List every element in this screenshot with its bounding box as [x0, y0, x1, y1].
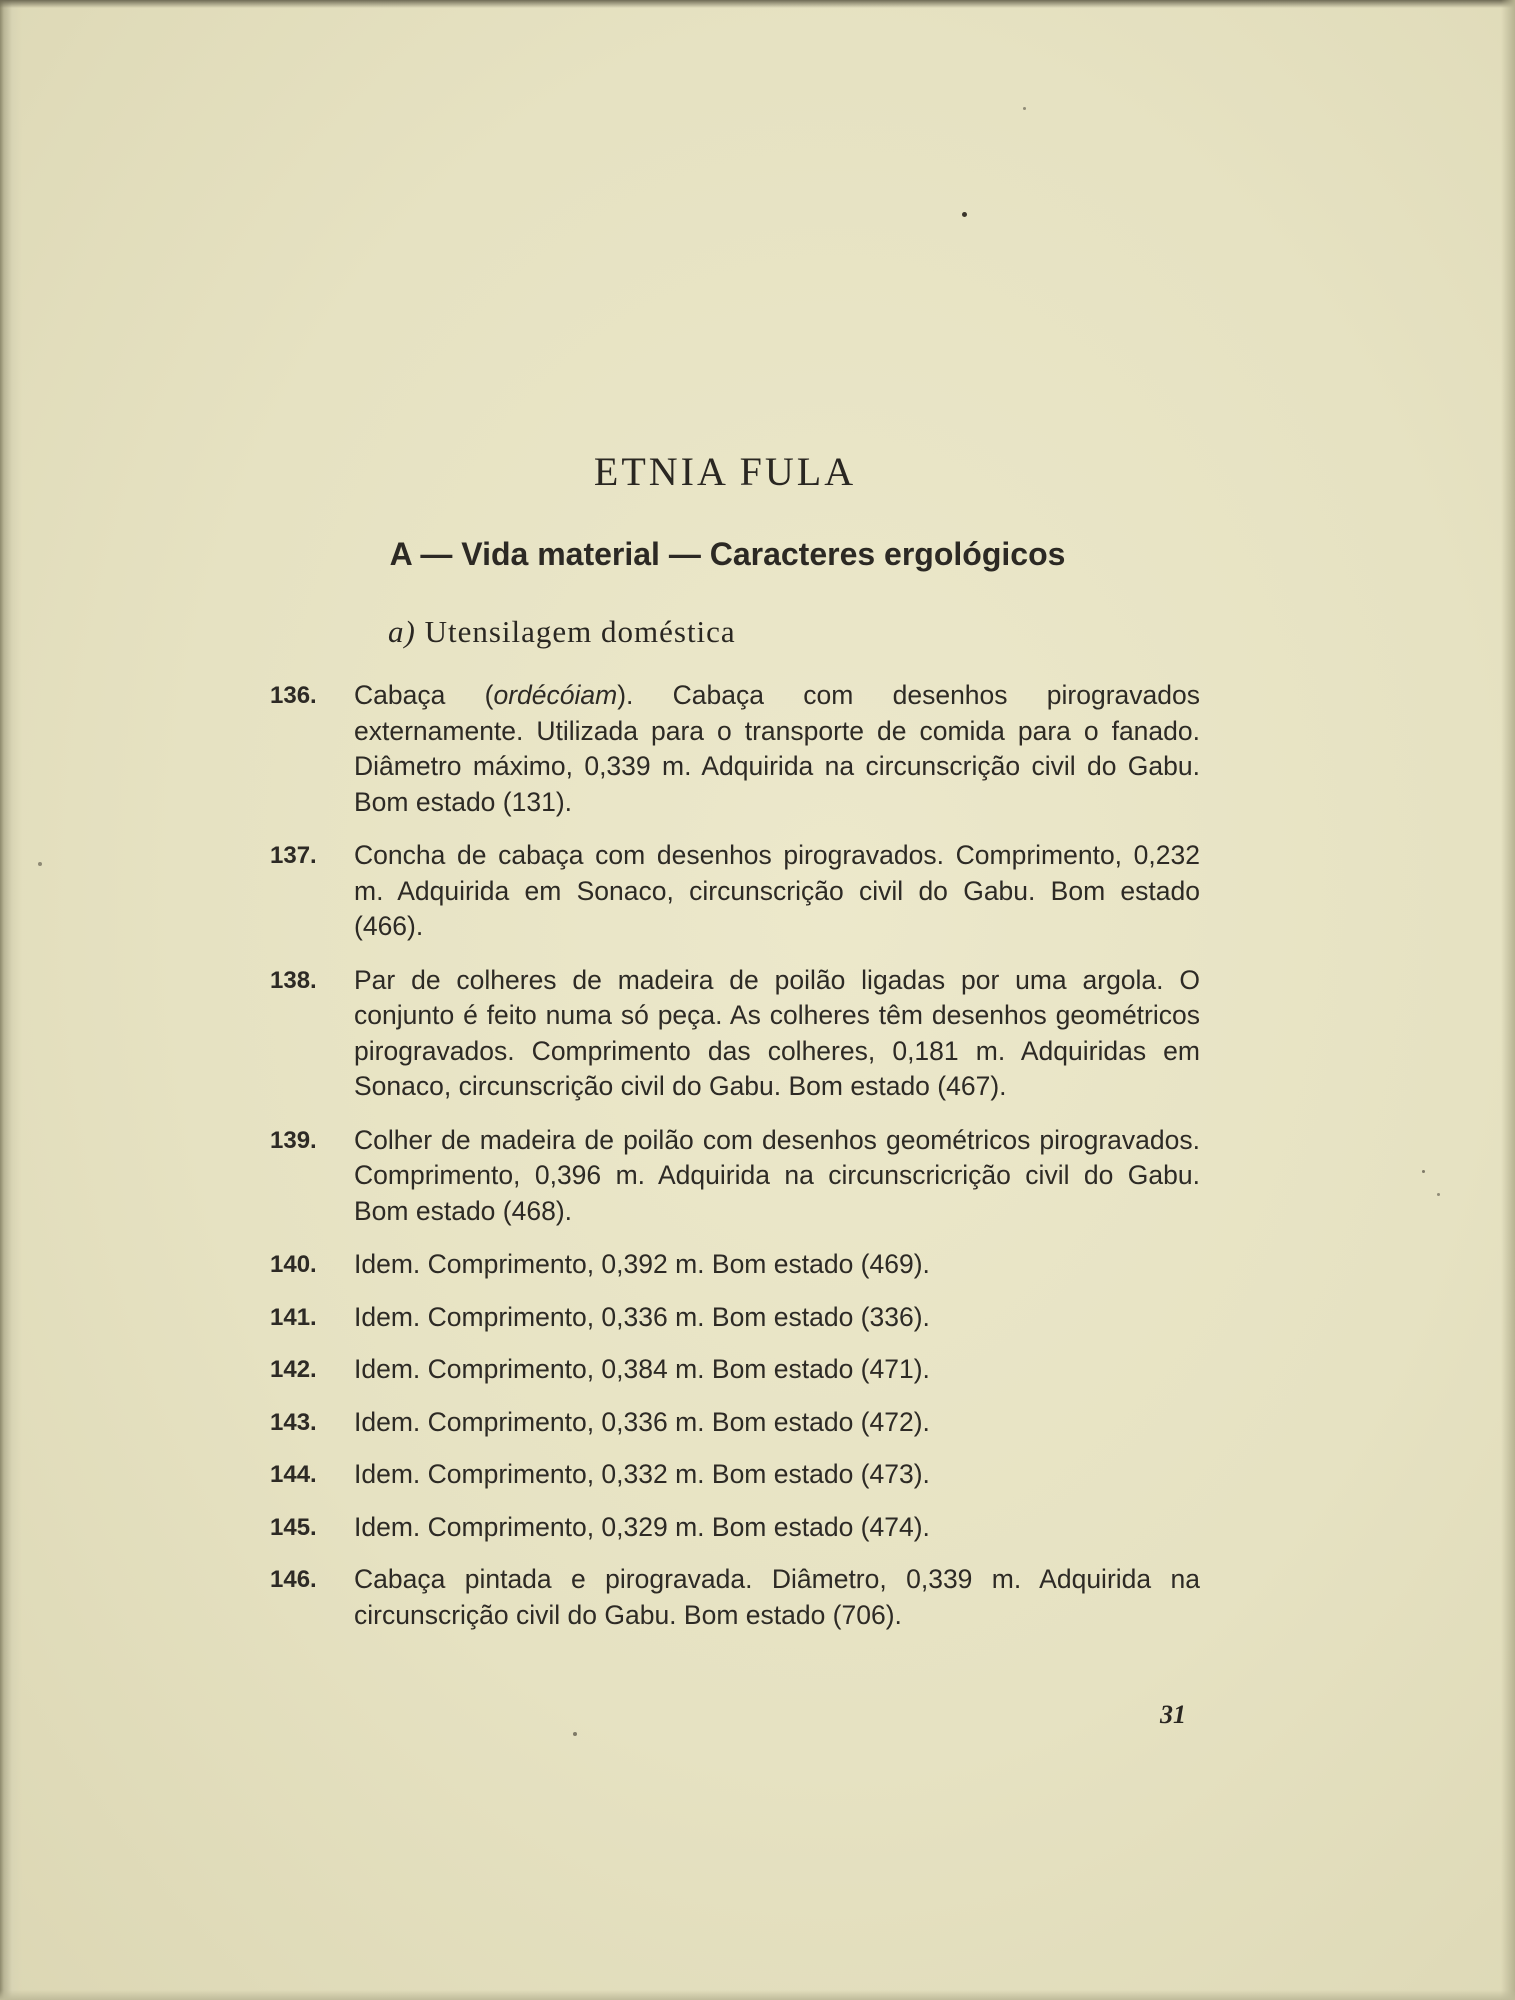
section-heading: A — Vida material — Caracteres ergológicos: [389, 536, 1066, 572]
page-number: 31: [1160, 1700, 1186, 1729]
catalog-entry: [270, 1457, 1200, 1493]
entry-number: 141.: [270, 1303, 317, 1331]
entry-text: Par de colheres de madeira de poilão ligadas por uma argola. O conjunto é feito numa só peça. As colheres têm desenhos geométricos pirogravados. Comprimento das colheres, 0,181 m. Adquiridas em Sonaco, circunscrição civil do Gabu. Bom estado (467).: [354, 964, 1200, 1101]
entry-text: Idem. Comprimento, 0,336 m. Bom estado (472).: [354, 1406, 930, 1437]
entry-number: 137.: [270, 842, 317, 869]
ethnic-group-title: ETNIA FULA: [593, 449, 857, 494]
entry-number: 143.: [270, 1408, 317, 1436]
page-bottom-edge: [0, 1990, 1515, 2000]
subsection-heading: [388, 614, 736, 650]
entry-text: Idem. Comprimento, 0,332 m. Bom estado (473).: [354, 1459, 930, 1489]
catalog-entry: [270, 1300, 1200, 1336]
catalog-entry: [270, 838, 1200, 945]
entry-text: Idem. Comprimento, 0,392 m. Bom estado (469).: [354, 1249, 930, 1279]
entry-number: 142.: [270, 1356, 317, 1383]
paper-speck: [1422, 1170, 1425, 1173]
entry-number: 139.: [270, 1126, 317, 1154]
catalog-entry: [270, 1405, 1200, 1441]
catalog-entry: [270, 1510, 1200, 1546]
catalog-entry: [270, 678, 1200, 820]
entry-text-start: Cabaça (: [354, 680, 494, 710]
paper-speck: [1023, 107, 1026, 110]
entry-text: Cabaça pintada e pirogravada. Diâmetro, 0,339 m. Adquirida na circunscrição civil do Gabu. Bom estado (706).: [354, 1564, 1200, 1630]
entry-number: 136.: [270, 682, 317, 709]
entry-number: 145.: [270, 1513, 317, 1541]
paper-speck: [38, 862, 42, 866]
entry-text: Colher de madeira de poilão com desenhos geométricos pirogravados. Comprimento, 0,396 m. Adquirida na circunscricrição civil do Gabu. Bom estado (468).: [354, 1124, 1200, 1226]
catalog-entry: [270, 1562, 1200, 1633]
paper-speck: [573, 1732, 577, 1736]
entry-number: 146.: [270, 1566, 317, 1593]
subsection-letter: a): [388, 614, 416, 649]
paper-speck: [962, 212, 967, 217]
catalog-entry: [270, 963, 1200, 1105]
entry-text-end: ). Cabaça com desenhos pirogravados externamente. Utilizada para o transporte de comida para o fanado. Diâmetro máximo, 0,339 m. Adquirida na circunscrição civil do Gabu. Bom estado (131).: [354, 680, 1201, 817]
subsection-label: Utensilagem doméstica: [424, 614, 736, 649]
entry-text: Idem. Comprimento, 0,329 m. Bom estado (474).: [354, 1511, 930, 1542]
entry-number: 144.: [270, 1461, 317, 1488]
page-binding-edge: [0, 0, 22, 2000]
entry-text: Idem. Comprimento, 0,384 m. Bom estado (471).: [354, 1354, 930, 1384]
catalog-entry: [270, 1352, 1200, 1388]
catalog-entry-list: [270, 678, 1200, 1651]
entry-number: 138.: [270, 966, 317, 994]
entry-text: Concha de cabaça com desenhos pirogravados. Comprimento, 0,232 m. Adquirida em Sonaco, circunscrição civil do Gabu. Bom estado (466).: [354, 840, 1200, 941]
catalog-entry: [270, 1247, 1200, 1283]
page-top-edge: [0, 0, 1515, 8]
page-right-edge: [1501, 0, 1515, 2000]
entry-text: Idem. Comprimento, 0,336 m. Bom estado (336).: [354, 1301, 930, 1332]
entry-number: 140.: [270, 1251, 317, 1278]
paper-speck: [1437, 1193, 1440, 1196]
native-term: ordécóiam: [493, 680, 618, 710]
catalog-entry: [270, 1123, 1200, 1230]
